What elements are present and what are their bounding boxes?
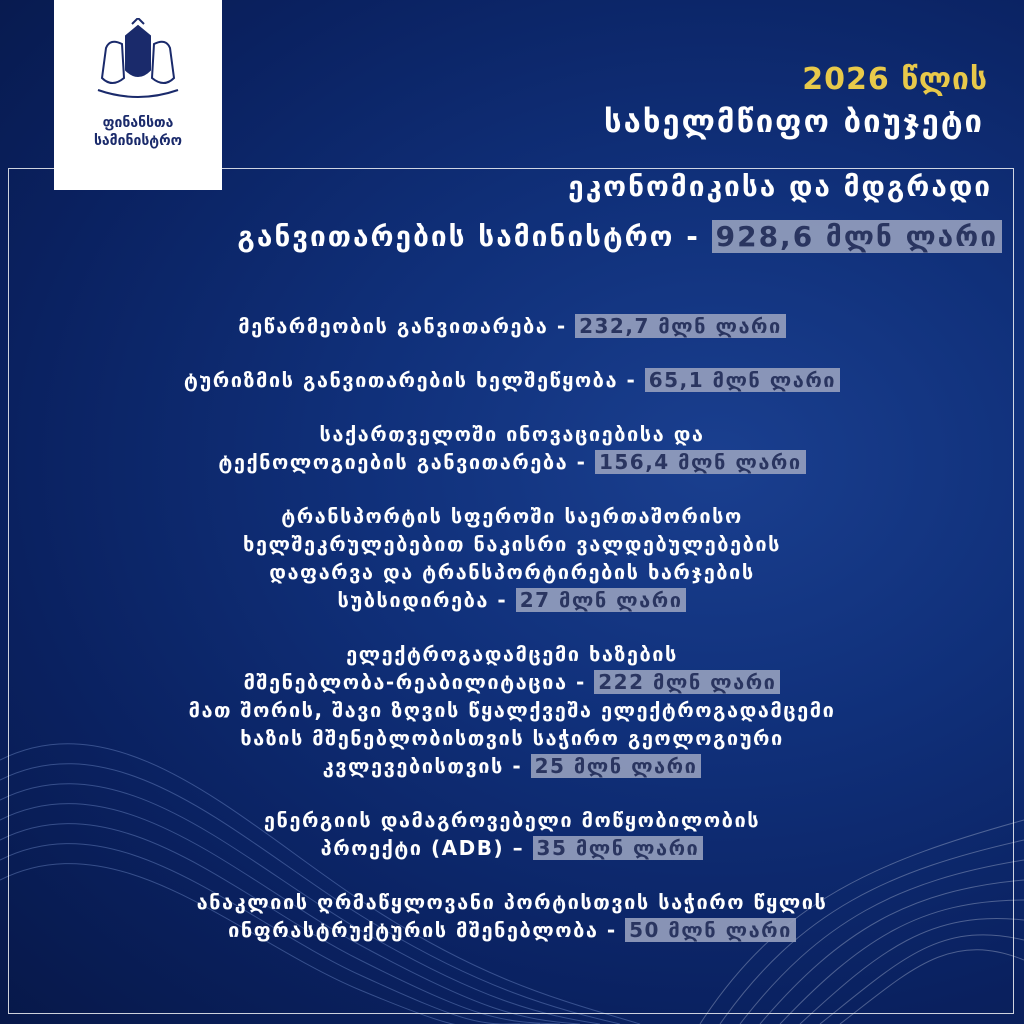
item-amount: 50 მლნ ლარი (625, 918, 796, 942)
item-amount: 65,1 მლნ ლარი (645, 368, 840, 392)
item-label: კვლევებისთვის - (322, 754, 523, 778)
item-label: სუბსიდირება - (337, 588, 508, 612)
ministry-logo (54, 0, 222, 190)
budget-year: 2026 წლის (802, 62, 988, 97)
ministry-amount: 928,6 მლნ ლარი (712, 220, 1002, 253)
item-label: ინფრასტრუქტურის მშენებლობა - (228, 918, 617, 942)
ministry-name-text: განვითარების სამინისტრო - (237, 220, 700, 253)
list-item (40, 366, 984, 394)
item-line: ხაზის მშენებლობისთვის საჭირო გეოლოგიური (240, 726, 784, 750)
item-line: ენერგიის დამაგროვებელი მოწყობილობის (263, 808, 761, 832)
item-amount: 35 მლნ ლარი (533, 836, 704, 860)
logo-line1: ფინანსთა (102, 115, 174, 131)
ministry-name-line1: ეკონომიკისა და მდგრადი (568, 170, 992, 203)
item-amount: 222 მლნ ლარი (594, 670, 780, 694)
item-label: ტურიზმის განვითარების ხელშეწყობა - (183, 368, 637, 392)
list-item (40, 640, 984, 780)
list-item (40, 420, 984, 476)
item-amount: 27 მლნ ლარი (516, 588, 687, 612)
item-label: მეწარმეობის განვითარება - (238, 314, 567, 338)
item-label: მშენებლობა-რეაბილიტაცია - (243, 670, 586, 694)
list-item (40, 806, 984, 862)
list-item (40, 312, 984, 340)
item-amount: 156,4 მლნ ლარი (595, 450, 806, 474)
item-line: ელექტროგადამცემი ხაზების (346, 642, 678, 666)
list-item (40, 502, 984, 614)
item-line: ანაკლიის ღრმაწყლოვანი პორტისთვის საჭირო წყლის (196, 890, 828, 914)
item-label: ტექნოლოგიების განვითარება - (218, 450, 587, 474)
item-line: ტრანსპორტის სფეროში საერთაშორისო (281, 504, 743, 528)
logo-line2: სამინისტრო (93, 133, 183, 149)
coat-of-arms-icon (88, 18, 188, 104)
item-line: საქართველოში ინოვაციებისა და (319, 422, 705, 446)
budget-items (40, 312, 984, 970)
ministry-name-line2 (237, 220, 1002, 253)
budget-title: სახელმწიფო ბიუჯეტი (604, 104, 984, 140)
item-amount: 232,7 მლნ ლარი (575, 314, 786, 338)
item-sub-amount: 25 მლნ ლარი (531, 754, 702, 778)
item-line: მათ შორის, შავი ზღვის წყალქვეშა ელექტროგადამცემი (188, 698, 836, 722)
item-line: ხელშეკრულებებით ნაკისრი ვალდებულებების (243, 532, 781, 556)
item-line: დაფარვა და ტრანსპორტირების ხარჯების (269, 560, 755, 584)
item-label: პროექტი (ADB) – (320, 836, 525, 860)
list-item (40, 888, 984, 944)
